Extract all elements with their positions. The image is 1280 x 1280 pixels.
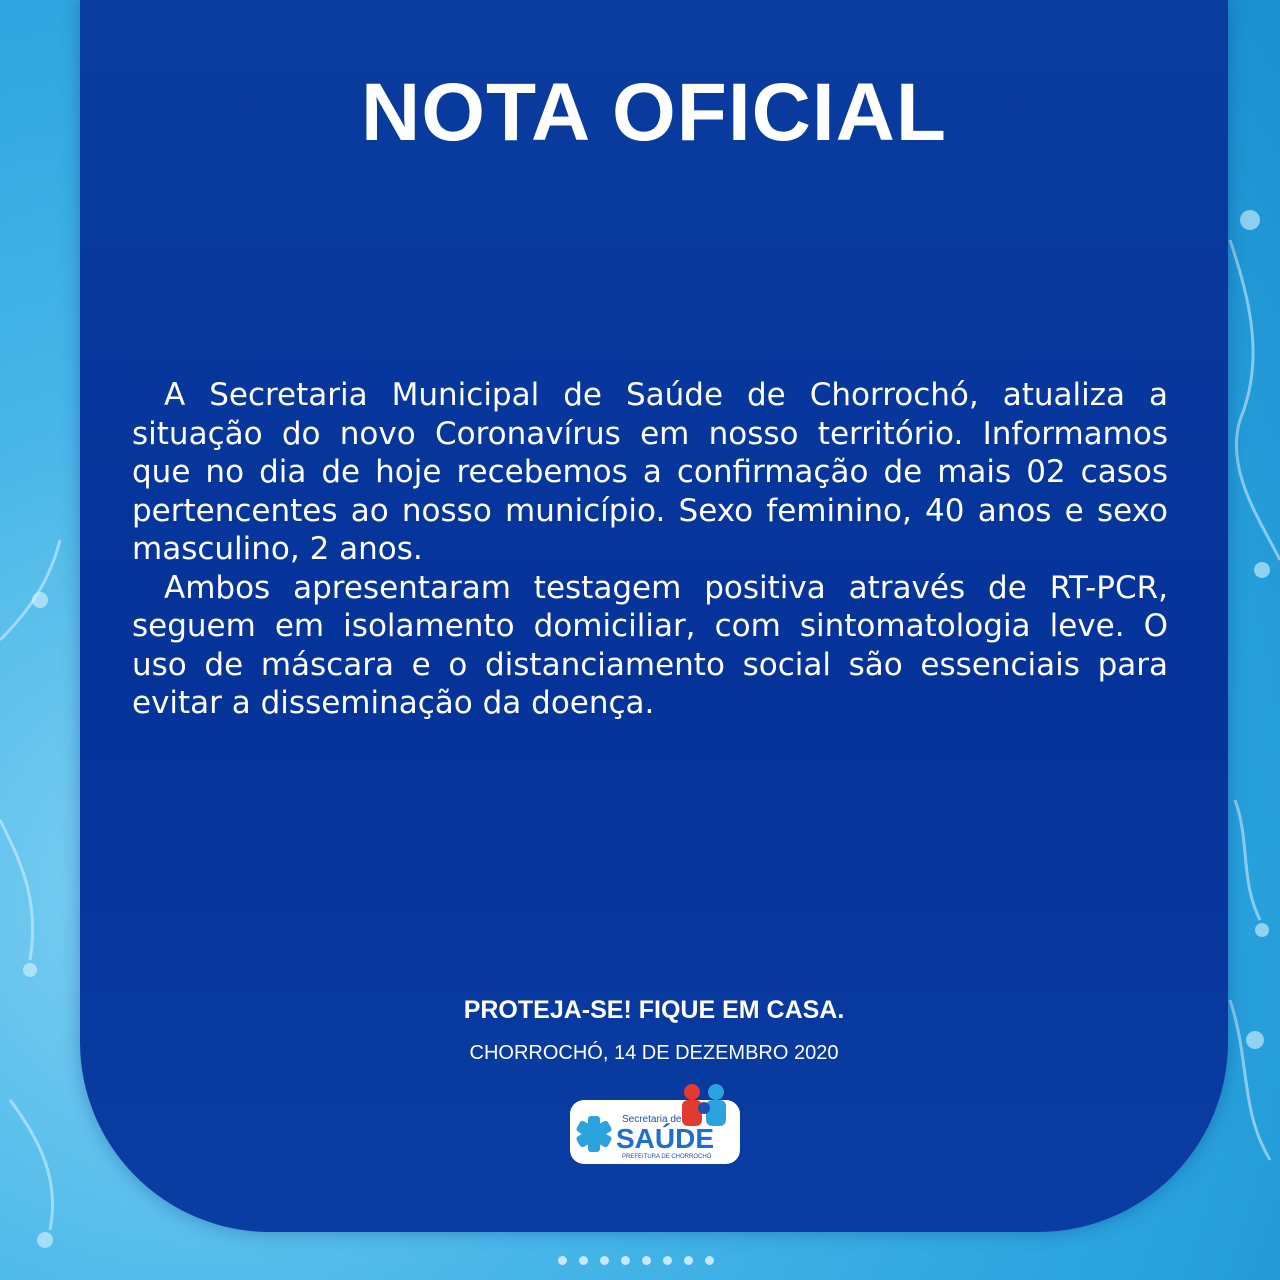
- note-paragraph-2: Ambos apresentaram testagem positiva através de RT-PCR, seguem em isolamento domiciliar, com sintomatologia leve. O uso de máscara e o distanciamento social são essenciais para evitar a disseminação da doença.: [132, 569, 1168, 721]
- footer-date: CHORROCHÓ, 14 DE DEZEMBRO 2020: [469, 1042, 839, 1064]
- svg-text:SAÚDE: SAÚDE: [616, 1123, 715, 1154]
- svg-text:Secretaria de: Secretaria de: [622, 1114, 682, 1125]
- main-panel: [80, 0, 1228, 1232]
- footer-slogan: PROTEJA-SE! FIQUE EM CASA.: [463, 996, 845, 1024]
- svg-text:PREFEITURA DE CHORROCHÓ: PREFEITURA DE CHORROCHÓ: [622, 1154, 712, 1160]
- health-department-logo: [570, 1078, 740, 1168]
- note-paragraph-1: A Secretaria Municipal de Saúde de Chorrochó, atualiza a situação do novo Coronavírus em nosso território. Informamos que no dia de hoje recebemos a confirmação de mais 02 casos pertencentes ao nosso município. Sexo feminino, 40 anos e sexo masculino, 2 anos.: [132, 377, 1168, 567]
- note-body: [132, 376, 1168, 723]
- page-title: NOTA OFICIAL: [361, 67, 947, 158]
- page-dots-decoration: [558, 1252, 726, 1270]
